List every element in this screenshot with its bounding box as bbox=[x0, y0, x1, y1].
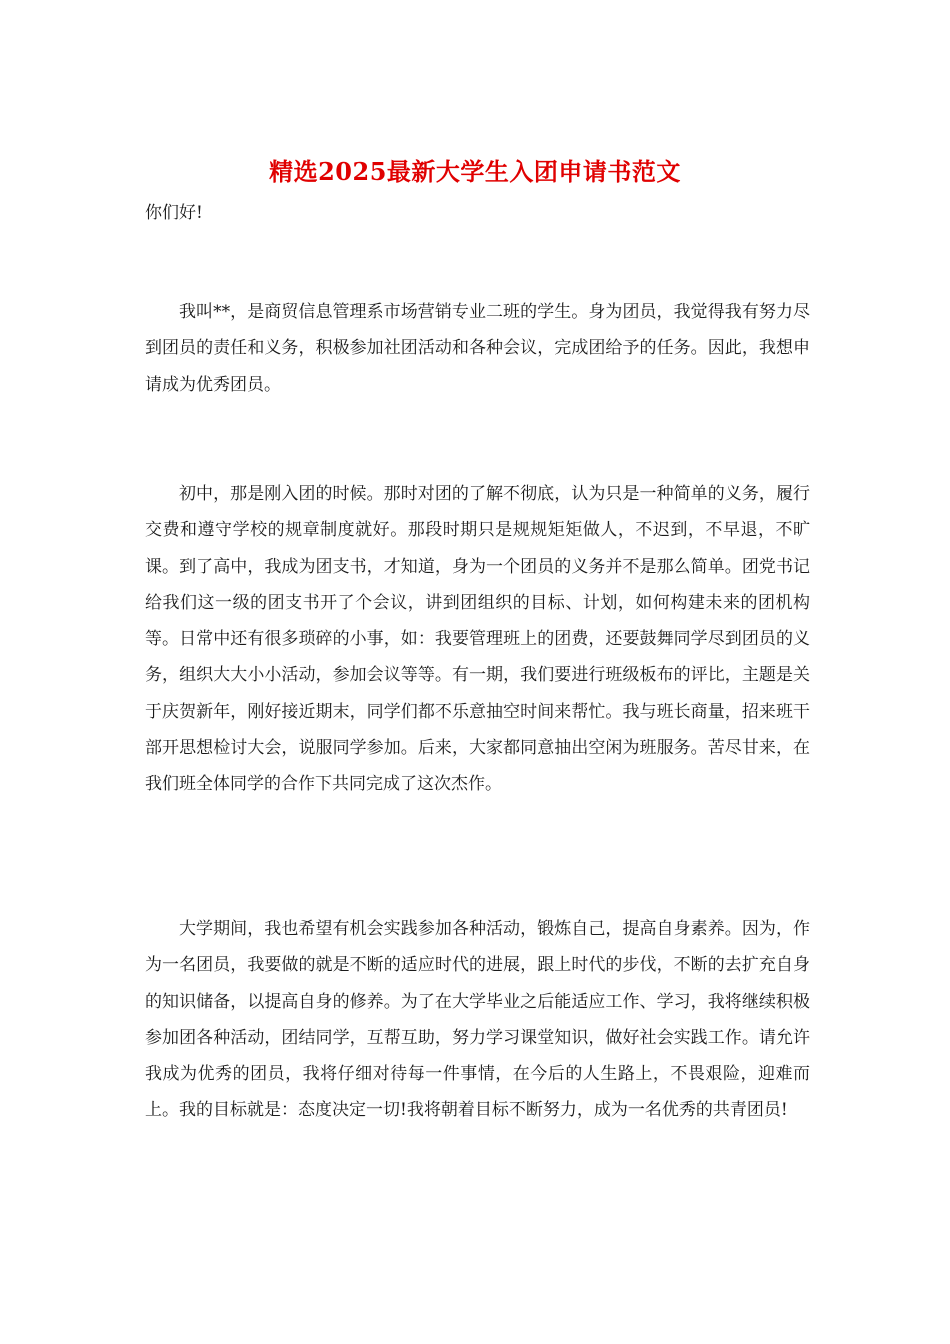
paragraph-experience: 初中，那是刚入团的时候。那时对团的了解不彻底，认为只是一种简单的义务，履行交费和遵守学校的规章制度就好。那段时期只是规规矩矩做人，不迟到，不早退，不旷课。到了高中，我成为团支书，才知道，身为一个团员的义务并不是那么简单。团党书记给我们这一级的团支书开了个会议，讲到团组织的目标、计划，如何构建未来的团机构等。日常中还有很多琐碎的小事，如：我要管理班上的团费，还要鼓舞同学尽到团员的义务，组织大大小小活动，参加会议等等。有一期，我们要进行班级板布的评比，主题是关于庆贺新年，刚好接近期末，同学们都不乐意抽空时间来帮忙。我与班长商量，招来班干部开思想检讨大会，说服同学参加。后来，大家都同意抽出空闲为班服务。苦尽甘来，在我们班全体同学的合作下共同完成了这次杰作。 bbox=[145, 484, 810, 795]
document-title: 精选2025最新大学生入团申请书范文 bbox=[269, 157, 681, 186]
paragraph-goals: 大学期间，我也希望有机会实践参加各种活动，锻炼自己，提高自身素养。因为，作为一名团员，我要做的就是不断的适应时代的进展，跟上时代的步伐，不断的去扩充自身的知识储备，以提高自身的修养。为了在大学毕业之后能适应工作、学习，我将继续积极参加团各种活动，团结同学，互帮互助，努力学习课堂知识，做好社会实践工作。请允许我成为优秀的团员，我将仔细对待每一件事情，在今后的人生路上，不畏艰险，迎难而上。我的目标就是：态度决定一切!我将朝着目标不断努力，成为一名优秀的共青团员! bbox=[145, 919, 810, 1121]
paragraph-introduction: 我叫**，是商贸信息管理系市场营销专业二班的学生。身为团员，我觉得我有努力尽到团员的责任和义务，积极参加社团活动和各种会议，完成团给予的任务。因此，我想申请成为优秀团员。 bbox=[145, 302, 810, 395]
greeting: 你们好! bbox=[145, 203, 203, 223]
